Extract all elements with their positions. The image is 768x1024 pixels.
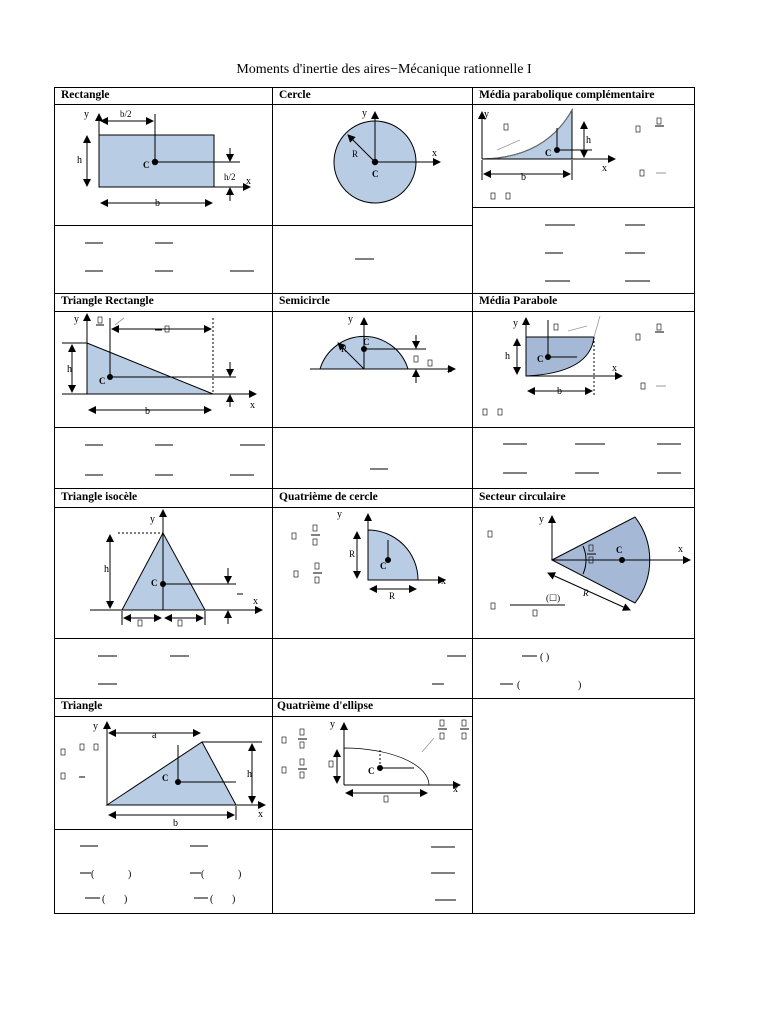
svg-text:): ) [124, 894, 128, 905]
tri-iso-figure [90, 510, 262, 626]
header-quart-cercle: Quatrième de cercle [279, 491, 378, 503]
svg-text:): ) [238, 869, 242, 880]
rect-half-b-label: b/2 [120, 109, 132, 119]
triangle-h-label: h [247, 769, 252, 780]
rect-y-label: y [84, 109, 89, 120]
tri-iso-formulas [98, 656, 189, 684]
rectangle-figure [77, 109, 251, 209]
tri-iso-x-label: x [253, 596, 258, 607]
media-comp-b-label: b [521, 172, 526, 183]
tri-iso-y-label: y [150, 514, 155, 525]
secteur-figure [488, 514, 690, 616]
quart-cercle-formulas [432, 656, 466, 684]
header-cercle: Cercle [279, 89, 311, 101]
quart-cercle-centroid-label: C [380, 561, 387, 571]
header-rectangle: Rectangle [61, 89, 110, 101]
media-comp-formulas [545, 225, 650, 281]
cercle-figure [334, 108, 440, 203]
semicircle-x-label: x [447, 364, 452, 375]
tri-iso-centroid-label: C [151, 578, 158, 588]
header-triangle: Triangle [61, 700, 103, 712]
tri-rect-formulas [85, 445, 265, 475]
quart-ellipse-figure [282, 719, 469, 802]
quart-cercle-r1-label: R [349, 549, 356, 559]
triangle-x-label: x [258, 809, 263, 820]
media-par-y-label: y [513, 318, 518, 329]
secteur-paren-label: (☐) [546, 593, 561, 603]
semicircle-r-label: R [341, 344, 348, 354]
tri-rect-y-label: y [74, 314, 79, 325]
secteur-formulas [500, 652, 581, 691]
triangle-figure [61, 721, 265, 829]
media-comp-figure [482, 109, 666, 199]
svg-text:): ) [128, 869, 132, 880]
secteur-y-label: y [539, 514, 544, 525]
triangle-centroid-label: C [162, 773, 169, 783]
triangle-formulas [80, 846, 241, 905]
semicircle-centroid-label: C [363, 337, 370, 347]
header-secteur: Secteur circulaire [479, 491, 566, 503]
header-media-comp: Média parabolique complémentaire [479, 89, 655, 101]
header-tri-iso: Triangle isocèle [61, 491, 138, 503]
media-comp-centroid-label: C [545, 148, 552, 158]
cercle-y-label: y [362, 108, 367, 119]
rect-h-label: h [77, 155, 82, 166]
media-comp-h-label: h [586, 135, 591, 146]
media-par-centroid-label: C [537, 354, 544, 364]
tri-rect-x-label: x [250, 400, 255, 411]
secteur-centroid-label: C [616, 545, 623, 555]
header-semicircle: Semicircle [279, 295, 330, 307]
semicircle-y-label: y [348, 314, 353, 325]
svg-text:): ) [578, 680, 582, 691]
media-comp-y-label: y [484, 109, 489, 120]
triangle-a-label: a [152, 730, 157, 741]
cercle-x-label: x [432, 148, 437, 159]
secteur-x-label: x [678, 544, 683, 555]
media-comp-x-label: x [602, 163, 607, 174]
media-par-h-label: h [505, 351, 510, 362]
triangle-y-label: y [93, 721, 98, 732]
header-quart-ellipse: Quatrième d'ellipse [277, 700, 374, 712]
quart-ellipse-centroid-label: C [368, 766, 375, 776]
svg-text:( ): ( ) [540, 652, 550, 663]
quart-ellipse-y-label: y [330, 719, 335, 730]
quart-cercle-x-label: x [441, 576, 446, 587]
svg-text:(: ( [91, 869, 95, 880]
header-media-par: Média Parabole [479, 295, 558, 307]
media-par-formulas [503, 444, 681, 473]
secteur-r-label: R [583, 588, 589, 598]
tri-iso-h-label: h [104, 564, 109, 575]
svg-text:): ) [232, 894, 236, 905]
cercle-centroid-label: C [372, 169, 379, 179]
rect-centroid-label: C [143, 160, 150, 170]
tri-rect-centroid-label: C [99, 376, 106, 386]
media-par-figure [483, 316, 666, 415]
tri-rect-figure [62, 314, 256, 417]
quart-cercle-figure [292, 509, 446, 601]
rect-half-h-label: h/2 [224, 172, 236, 182]
tri-rect-h-label: h [67, 364, 72, 375]
quart-ellipse-x-label: x [453, 784, 458, 795]
document-title: Moments d'inertie des aires−Mécanique rationnelle I [236, 62, 532, 77]
rectangle-formulas [85, 243, 254, 271]
tri-rect-b-label: b [145, 406, 150, 417]
cercle-r-label: R [352, 149, 359, 159]
svg-text:(: ( [210, 894, 214, 905]
rect-x-label: x [246, 176, 251, 187]
svg-text:(: ( [201, 869, 205, 880]
semicircle-figure [310, 314, 455, 383]
svg-text:(: ( [102, 894, 106, 905]
rect-b-label: b [155, 198, 160, 209]
quart-cercle-y-label: y [337, 509, 342, 520]
quart-ellipse-formulas [431, 847, 456, 900]
media-par-x-label: x [612, 363, 617, 374]
media-par-b-label: b [557, 386, 562, 397]
header-tri-rect: Triangle Rectangle [61, 295, 154, 307]
quart-cercle-r2-label: R [389, 591, 396, 601]
svg-text:(: ( [517, 680, 521, 691]
triangle-b-label: b [173, 818, 178, 829]
